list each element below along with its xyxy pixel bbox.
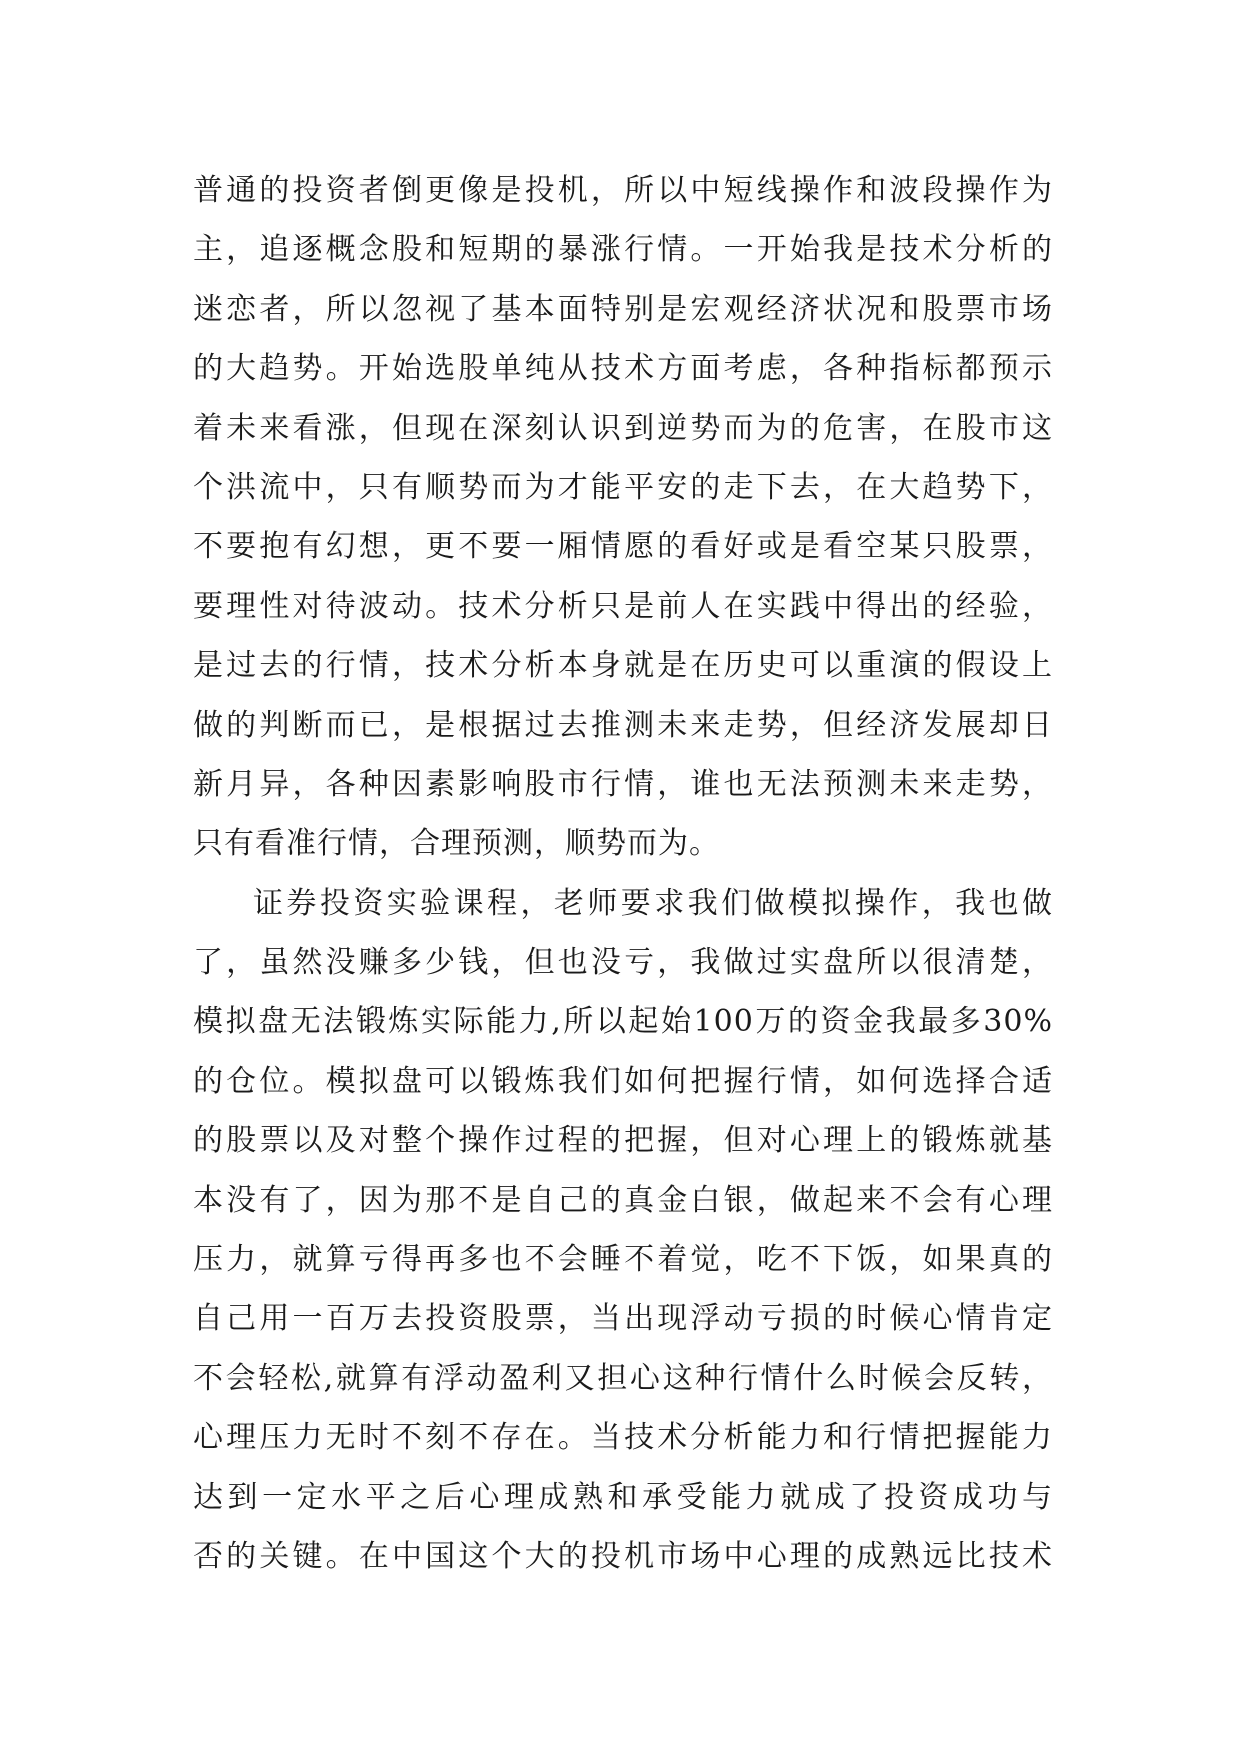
text-line: 达到一定水平之后心理成熟和承受能力就成了投资成功与 xyxy=(193,1479,1053,1515)
text-line: 个洪流中，只有顺势而为才能平安的走下去，在大趋势下， xyxy=(193,469,1053,505)
text-line: 自己用一百万去投资股票，当出现浮动亏损的时候心情肯定 xyxy=(193,1301,1053,1337)
text-line: 新月异，各种因素影响股市行情，谁也无法预测未来走势， xyxy=(193,766,1053,802)
text-line: 不要抱有幻想，更不要一厢情愿的看好或是看空某只股票， xyxy=(193,529,1053,565)
text-line: 心理压力无时不刻不存在。当技术分析能力和行情把握能力 xyxy=(193,1420,1053,1456)
text-line: 着未来看涨，但现在深刻认识到逆势而为的危害，在股市这 xyxy=(193,410,1053,446)
text-line: 要理性对待波动。技术分析只是前人在实践中得出的经验， xyxy=(193,588,1053,624)
text-line: 了，虽然没赚多少钱，但也没亏，我做过实盘所以很清楚， xyxy=(193,945,1053,981)
text-line: 的股票以及对整个操作过程的把握，但对心理上的锻炼就基 xyxy=(193,1123,1053,1159)
text-line: 是过去的行情，技术分析本身就是在历史可以重演的假设上 xyxy=(193,648,1053,684)
text-line: 的仓位。模拟盘可以锻炼我们如何把握行情，如何选择合适 xyxy=(193,1063,1053,1099)
text-line: 本没有了，因为那不是自己的真金白银，做起来不会有心理 xyxy=(193,1182,1053,1218)
text-line: 做的判断而已，是根据过去推测未来走势，但经济发展却日 xyxy=(193,707,1053,743)
text-line: 普通的投资者倒更像是投机，所以中短线操作和波段操作为 xyxy=(193,173,1053,208)
text-line: 证券投资实验课程，老师要求我们做模拟操作，我也做 xyxy=(253,885,1053,921)
text-line: 迷恋者，所以忽视了基本面特别是宏观经济状况和股票市场 xyxy=(193,291,1053,327)
body-text xyxy=(193,161,1053,1586)
text-line: 的大趋势。开始选股单纯从技术方面考虑，各种指标都预示 xyxy=(193,351,1053,387)
paragraph xyxy=(193,161,1053,874)
text-line: 只有看准行情，合理预测，顺势而为。 xyxy=(193,826,720,862)
text-line: 否的关键。在中国这个大的投机市场中心理的成熟远比技术 xyxy=(193,1538,1053,1574)
paragraph xyxy=(193,874,1053,1587)
text-line: 不会轻松,就算有浮动盈利又担心这种行情什么时候会反转， xyxy=(193,1360,1053,1396)
text-line: 主，追逐概念股和短期的暴涨行情。一开始我是技术分析的 xyxy=(193,232,1053,268)
text-line: 模拟盘无法锻炼实际能力,所以起始100万的资金我最多30% xyxy=(193,1004,1053,1040)
text-line: 压力，就算亏得再多也不会睡不着觉，吃不下饭，如果真的 xyxy=(193,1242,1053,1278)
